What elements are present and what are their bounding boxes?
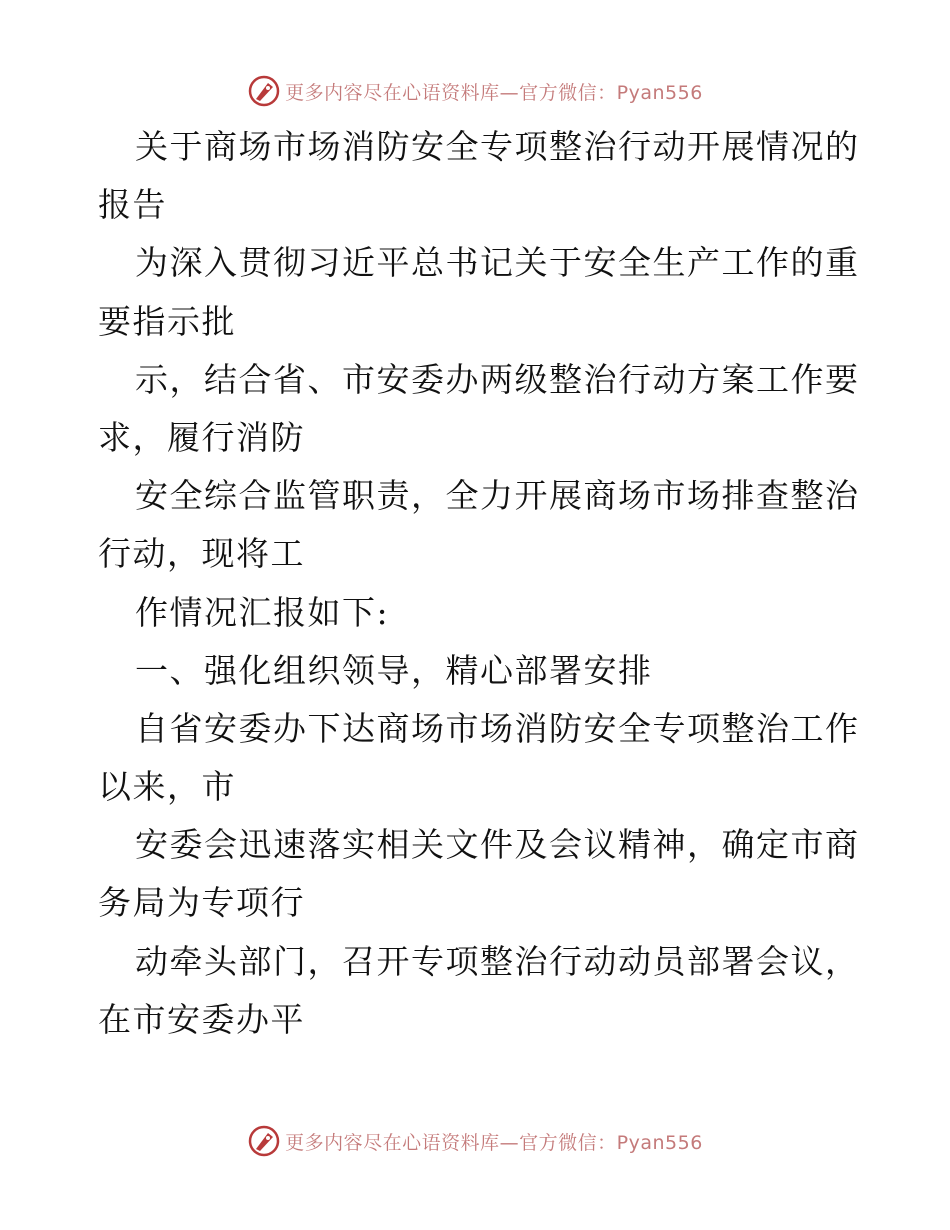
document-title-line: 报告 [98,185,167,225]
footer-watermark [0,1121,950,1161]
pen-nib-logo-icon [247,74,281,108]
paragraph-line: 安全综合监管职责，全力开展商场市场排查整治 [135,476,860,516]
paragraph-line: 动牵头部门，召开专项整治行动动员部署会议， [135,941,860,981]
pen-nib-logo-icon [247,1124,281,1158]
paragraph-line: 安委会迅速落实相关文件及会议精神，确定市商 [135,825,860,865]
paragraph-line: 要指示批 [98,301,236,341]
document-body [98,124,858,1055]
watermark-text: 更多内容尽在心语资料库—官方微信：Pyan556 [285,81,703,104]
header-watermark [0,71,950,111]
document-title-line: 关于商场市场消防安全专项整治行动开展情况的 [135,127,860,166]
paragraph-line: 行动，现将工 [98,534,305,574]
paragraph-line: 务局为专项行 [98,883,305,923]
section-heading: 一、强化组织领导，精心部署安排 [135,650,653,690]
paragraph-line: 示，结合省、市安委办两级整治行动方案工作要 [135,359,860,399]
paragraph-line: 求，履行消防 [98,417,305,457]
watermark-text: 更多内容尽在心语资料库—官方微信：Pyan556 [285,1131,703,1154]
paragraph-line: 自省安委办下达商场市场消防安全专项整治工作 [135,708,860,748]
paragraph-line: 在市安委办平 [98,999,305,1039]
paragraph-line: 以来，市 [98,767,236,807]
paragraph-line: 为深入贯彻习近平总书记关于安全生产工作的重 [135,243,860,283]
paragraph-line: 作情况汇报如下: [135,592,390,632]
